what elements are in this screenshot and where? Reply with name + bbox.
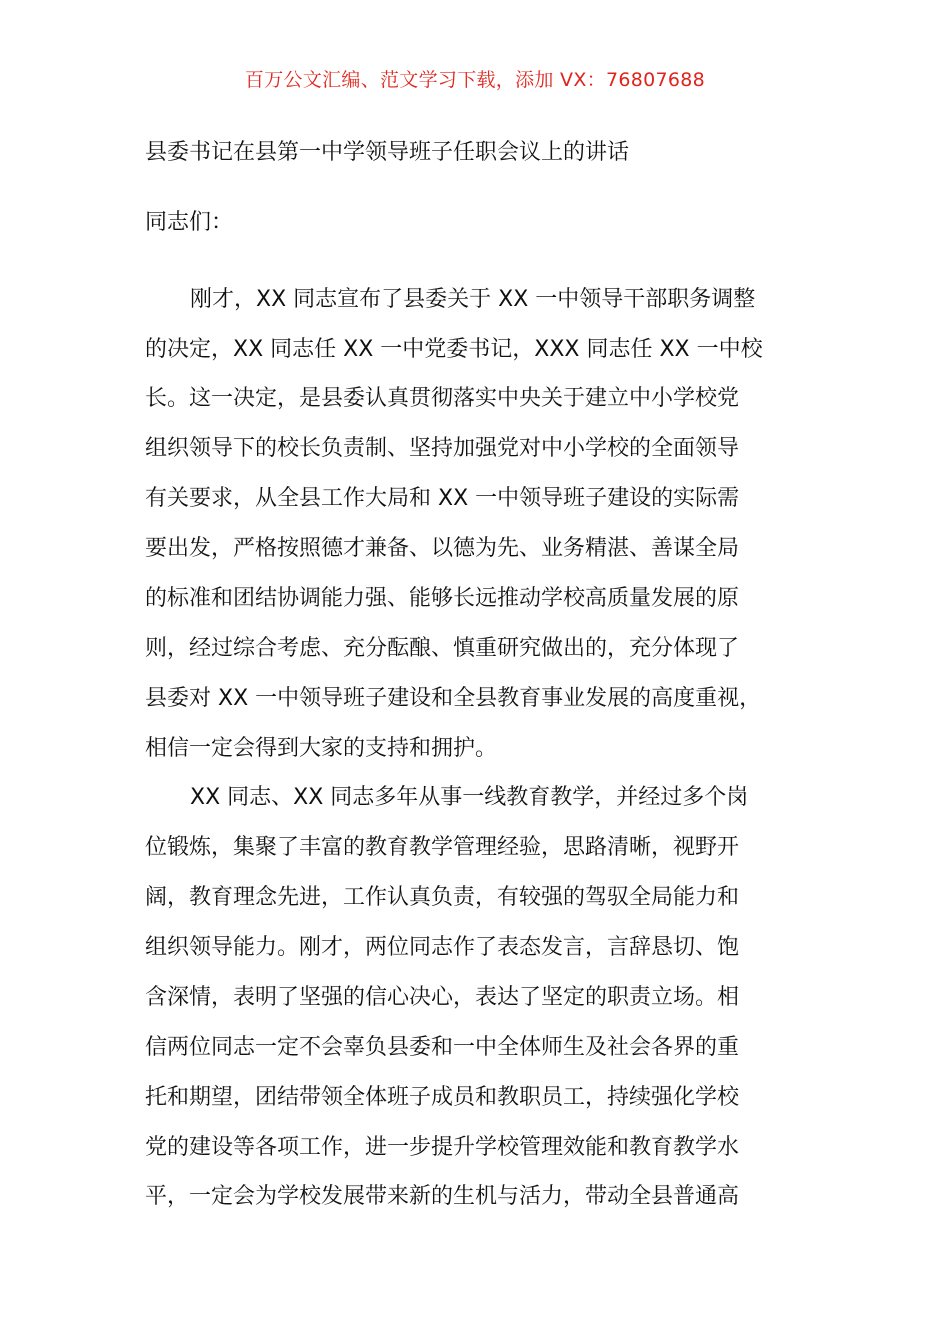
document-title: 县委书记在县第一中学领导班子任职会议上的讲话 xyxy=(145,140,630,165)
paragraph-line: XX 同志、XX 同志多年从事一线教育教学，并经过多个岗 xyxy=(190,785,749,810)
paragraph-line: 则，经过综合考虑、充分酝酿、慎重研究做出的，充分体现了 xyxy=(145,636,740,661)
paragraph-line: 平，一定会为学校发展带来新的生机与活力，带动全县普通高 xyxy=(145,1184,740,1209)
paragraph-line: 信两位同志一定不会辜负县委和一中全体师生及社会各界的重 xyxy=(145,1035,740,1060)
paragraph-line: 阔，教育理念先进，工作认真负责，有较强的驾驭全局能力和 xyxy=(145,885,740,910)
salutation: 同志们： xyxy=(145,210,234,235)
paragraph-line: 托和期望，团结带领全体班子成员和教职员工，持续强化学校 xyxy=(145,1085,740,1110)
paragraph-line: 刚才，XX 同志宣布了县委关于 XX 一中领导干部职务调整 xyxy=(190,287,756,312)
paragraph-line: 的决定，XX 同志任 XX 一中党委书记，XXX 同志任 XX 一中校 xyxy=(145,337,763,362)
paragraph-line: 位锻炼，集聚了丰富的教育教学管理经验，思路清晰，视野开 xyxy=(145,835,740,860)
watermark-header: 百万公文汇编、范文学习下载，添加 VX：76807688 xyxy=(244,69,706,91)
paragraph-line: 有关要求，从全县工作大局和 XX 一中领导班子建设的实际需 xyxy=(145,486,740,511)
paragraph-line: 县委对 XX 一中领导班子建设和全县教育事业发展的高度重视， xyxy=(145,686,762,711)
paragraph-line: 长。这一决定，是县委认真贯彻落实中央关于建立中小学校党 xyxy=(145,386,740,411)
paragraph-line: 要出发，严格按照德才兼备、以德为先、业务精湛、善谋全局 xyxy=(145,536,740,561)
paragraph-line: 党的建设等各项工作，进一步提升学校管理效能和教育教学水 xyxy=(145,1135,740,1160)
paragraph-line: 组织领导下的校长负责制、坚持加强党对中小学校的全面领导 xyxy=(145,436,740,461)
paragraph-line: 相信一定会得到大家的支持和拥护。 xyxy=(145,736,498,761)
paragraph-line: 含深情，表明了坚强的信心决心，表达了坚定的职责立场。相 xyxy=(145,985,740,1010)
paragraph-line: 的标准和团结协调能力强、能够长远推动学校高质量发展的原 xyxy=(145,586,740,611)
paragraph-line: 组织领导能力。刚才，两位同志作了表态发言，言辞恳切、饱 xyxy=(145,935,740,960)
